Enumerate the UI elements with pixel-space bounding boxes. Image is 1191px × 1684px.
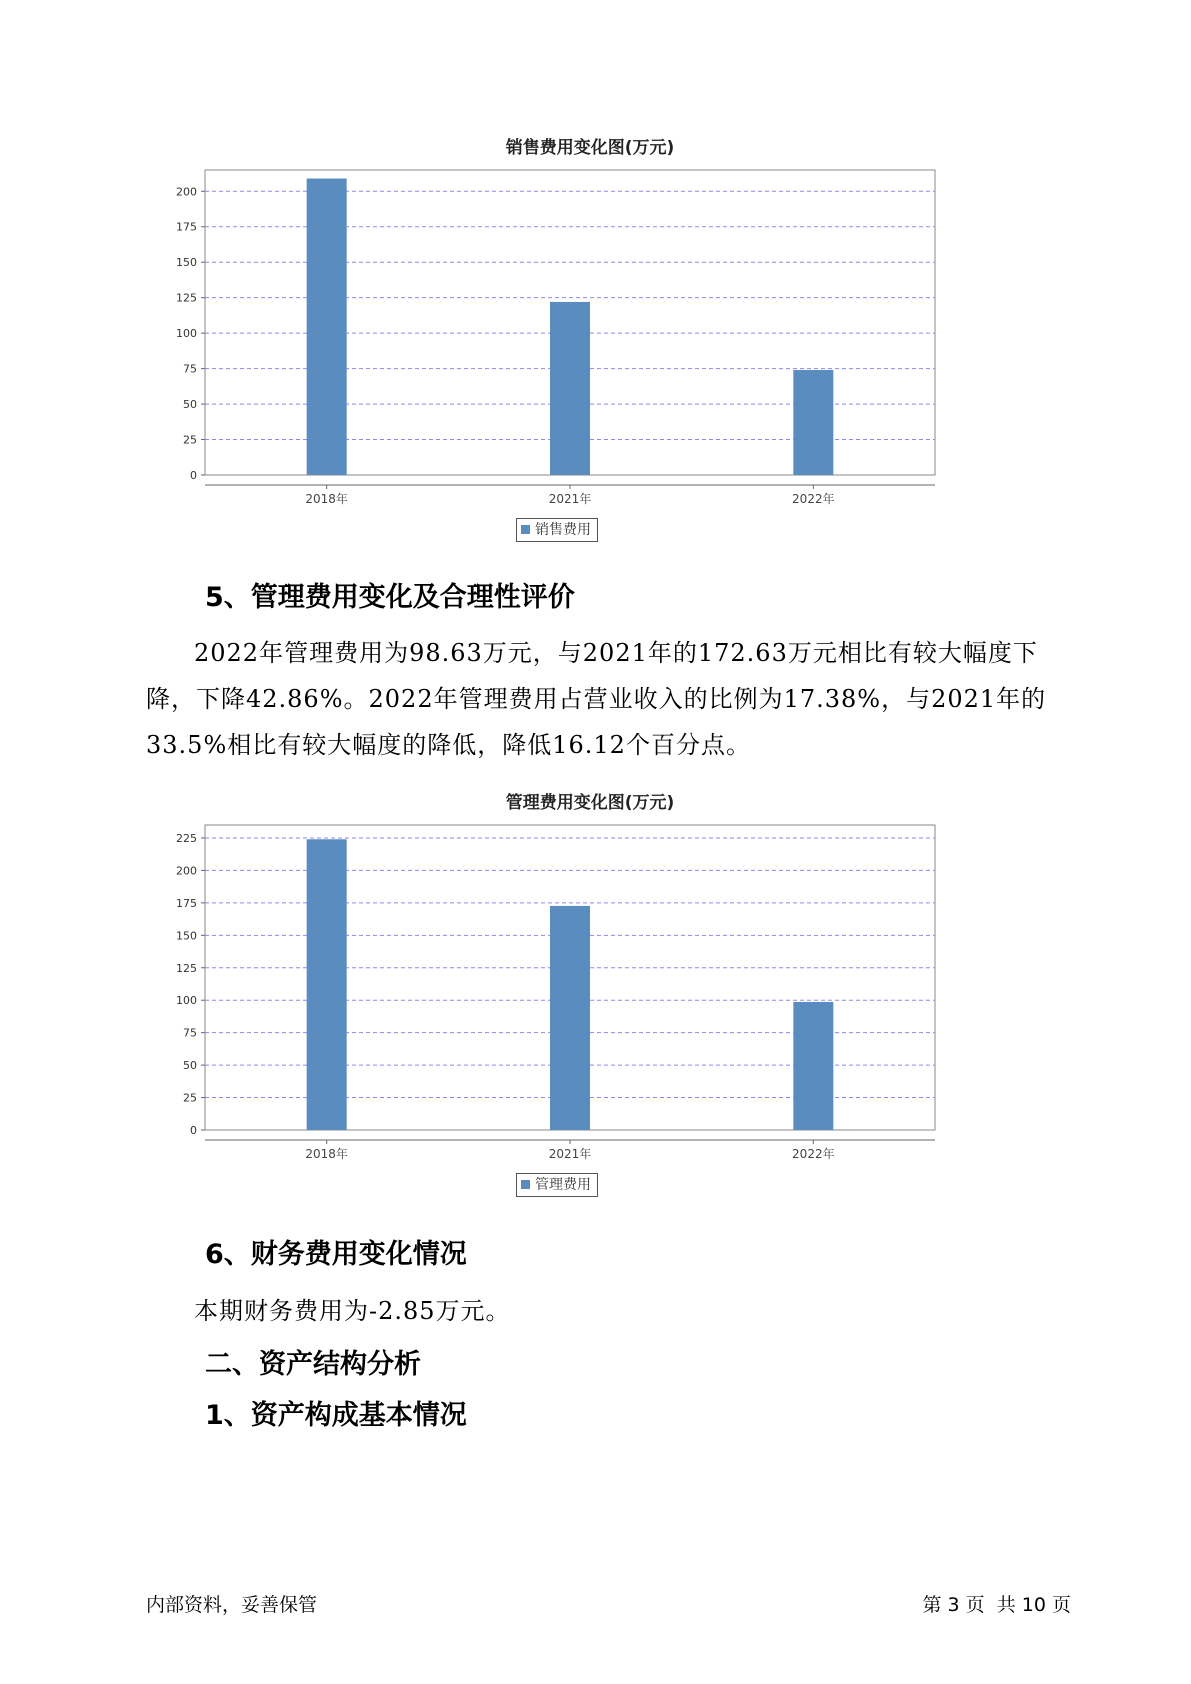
y-tick-label: 200	[176, 864, 197, 878]
legend-label: 销售费用	[535, 522, 591, 538]
chart-title: 管理费用变化图(万元)	[505, 793, 675, 813]
bar	[307, 839, 347, 1130]
chart-legend	[516, 1173, 598, 1197]
x-tick-label: 2018年	[305, 492, 348, 506]
y-tick-label: 75	[183, 1026, 197, 1040]
mgmt-expense-paragraph: 2022年管理费用为98.63万元，与2021年的172.63万元相比有较大幅度下降，下降42.86%。2022年管理费用占营业收入的比例为17.38%，与2021年的33.5%相比有较大幅度的降低，降低16.12个百分点。	[146, 639, 1047, 759]
sales-expense-chart	[150, 130, 1030, 550]
y-tick-label: 50	[183, 1059, 197, 1073]
y-tick-label: 100	[176, 994, 197, 1008]
y-tick-label: 0	[190, 469, 197, 482]
y-tick-label: 75	[183, 362, 197, 376]
bar	[307, 179, 347, 475]
bar	[550, 906, 590, 1130]
y-tick-label: 25	[183, 1091, 197, 1105]
chart-plot	[150, 820, 1030, 1200]
bar	[793, 1002, 833, 1130]
x-tick-label: 2022年	[792, 492, 835, 506]
y-tick-label: 175	[176, 220, 197, 234]
bar	[550, 302, 590, 475]
y-tick-label: 150	[176, 256, 197, 270]
y-tick-label: 125	[176, 291, 197, 305]
x-tick-label: 2021年	[548, 1147, 592, 1161]
bar	[793, 370, 833, 475]
chart-legend	[516, 518, 598, 542]
y-tick-label: 25	[183, 433, 197, 447]
legend-swatch	[521, 525, 530, 534]
footer-page-number: 第 3 页 共 10 页	[922, 1594, 1071, 1616]
asset-structure-heading: 二、资产结构分析	[205, 1349, 421, 1380]
y-tick-label: 100	[176, 327, 197, 341]
y-tick-label: 175	[176, 896, 197, 910]
y-tick-label: 125	[176, 961, 197, 975]
chart-plot	[150, 165, 1030, 545]
mgmt-expense-heading: 5、管理费用变化及合理性评价	[205, 582, 575, 613]
finance-expense-paragraph: 本期财务费用为-2.85万元。	[194, 1297, 511, 1325]
y-tick-label: 150	[176, 929, 197, 943]
x-tick-label: 2018年	[305, 1147, 348, 1161]
y-tick-label: 225	[176, 831, 197, 845]
chart-title: 销售费用变化图(万元)	[505, 138, 675, 158]
legend-label: 管理费用	[535, 1177, 591, 1193]
y-tick-label: 0	[190, 1124, 197, 1137]
mgmt-expense-chart	[150, 785, 1030, 1205]
finance-expense-heading: 6、财务费用变化情况	[205, 1239, 467, 1270]
x-tick-label: 2021年	[548, 492, 592, 506]
footer-left: 内部资料，妥善保管	[146, 1594, 318, 1616]
x-tick-label: 2022年	[792, 1147, 835, 1161]
asset-composition-heading: 1、资产构成基本情况	[205, 1400, 467, 1431]
y-tick-label: 50	[183, 398, 197, 412]
y-tick-label: 200	[176, 185, 197, 199]
legend-swatch	[521, 1180, 530, 1189]
